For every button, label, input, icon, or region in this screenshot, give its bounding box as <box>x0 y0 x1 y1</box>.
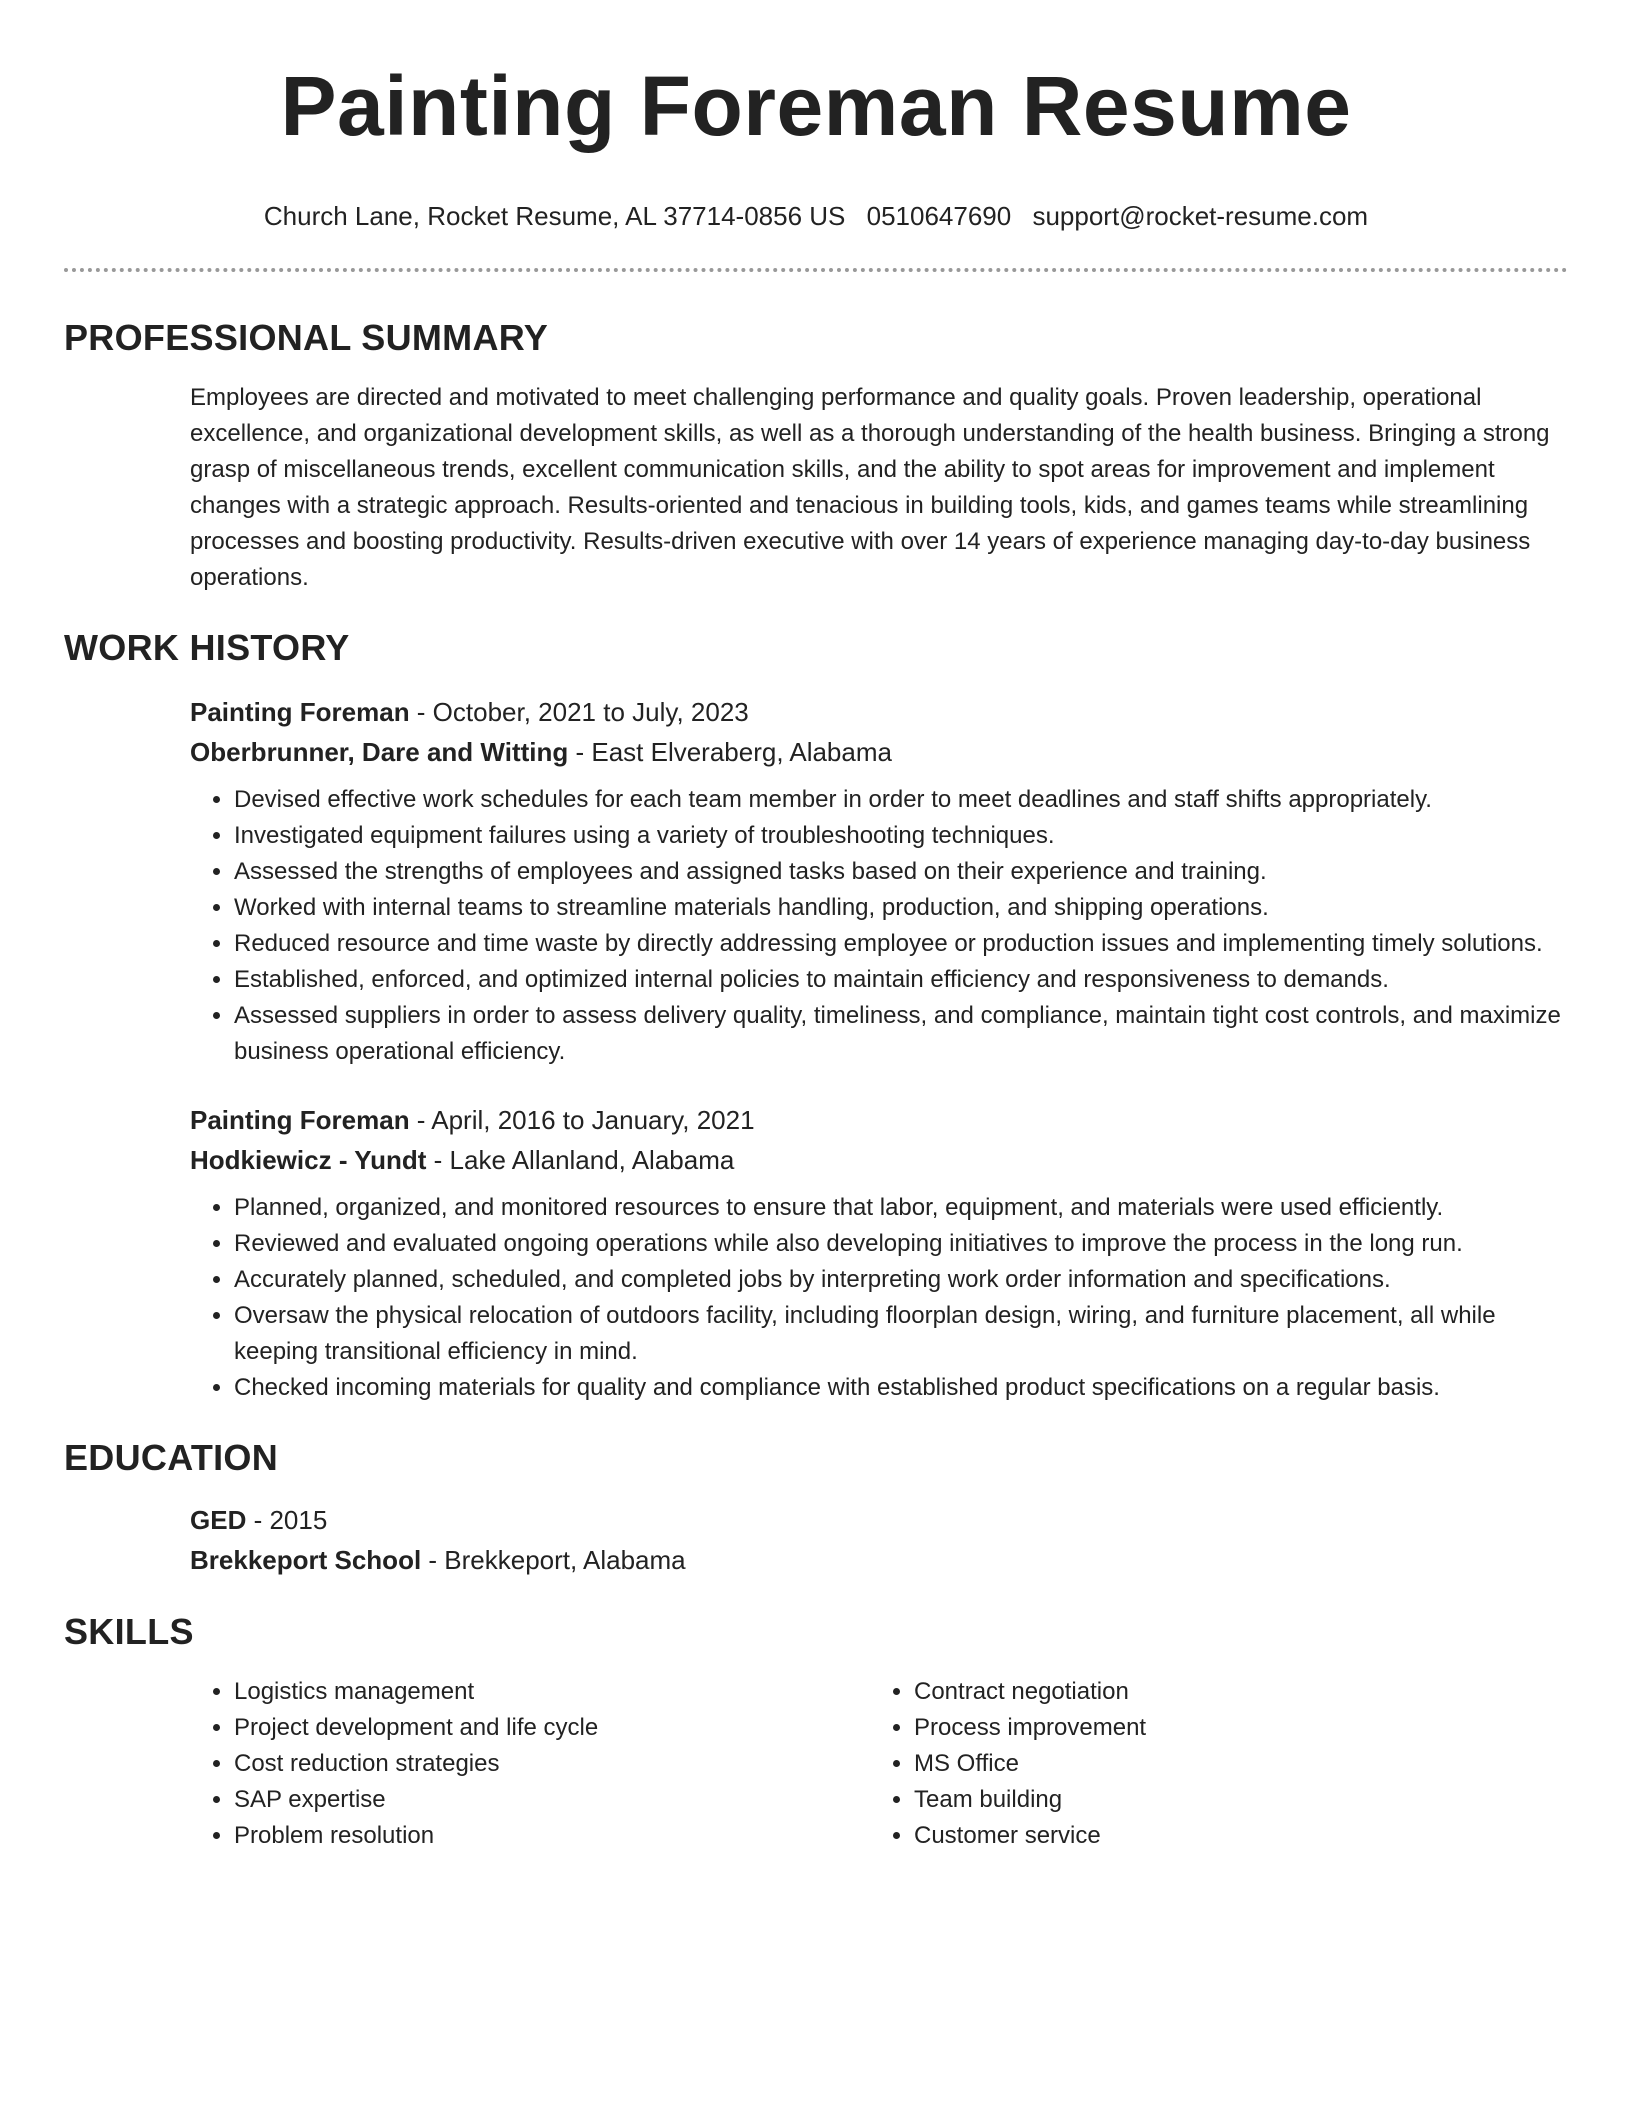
summary-heading: PROFESSIONAL SUMMARY <box>64 317 549 358</box>
job-location: - Lake Allanland, Alabama <box>426 1145 735 1175</box>
job-title-line <box>190 1100 1568 1140</box>
school-location: - Brekkeport, Alabama <box>421 1545 686 1575</box>
list-item: • Logistics management <box>234 1674 870 1710</box>
job-entry <box>190 692 1568 1070</box>
education-heading: EDUCATION <box>64 1437 279 1478</box>
list-item: • Reduced resource and time waste by directly addressing employee or production issues and implementing timely solutions. <box>234 926 1568 962</box>
list-item: • Planned, organized, and monitored resources to ensure that labor, equipment, and materials were used efficiently. <box>234 1190 1568 1226</box>
skills-column-left <box>190 1674 870 1854</box>
degree-line <box>190 1500 1568 1540</box>
summary-section <box>64 316 1568 596</box>
job-entry <box>190 1100 1568 1406</box>
school: Brekkeport School <box>190 1545 422 1575</box>
job-role: Painting Foreman <box>190 1105 410 1135</box>
work-history-heading: WORK HISTORY <box>64 627 350 668</box>
list-item: • Cost reduction strategies <box>234 1746 870 1782</box>
page-title: Painting Foreman Resume <box>280 59 1352 153</box>
address: Church Lane, Rocket Resume, AL 37714-0856 US <box>263 201 846 231</box>
job-location: - East Elveraberg, Alabama <box>568 737 892 767</box>
skills-section <box>64 1610 1568 1854</box>
job-company: Hodkiewicz - Yundt <box>190 1145 427 1175</box>
list-item: • Reviewed and evaluated ongoing operations while also developing initiatives to improve the process in the long run. <box>234 1226 1568 1262</box>
job-duties-list <box>190 1190 1568 1406</box>
list-item: • Devised effective work schedules for each team member in order to meet deadlines and staff shifts appropriately. <box>234 782 1568 818</box>
list-item: • Customer service <box>914 1818 1550 1854</box>
list-item: • Oversaw the physical relocation of outdoors facility, including floorplan design, wiring, and furniture placement, all while keeping transitional efficiency in mind. <box>234 1298 1568 1370</box>
job-dates: - April, 2016 to January, 2021 <box>409 1105 755 1135</box>
contact-line <box>0 200 1632 232</box>
skills-column-right <box>870 1674 1550 1854</box>
list-item: • Problem resolution <box>234 1818 870 1854</box>
job-company-line <box>190 732 1568 772</box>
email: support@rocket-resume.com <box>1032 201 1369 231</box>
list-item: • Worked with internal teams to streamline materials handling, production, and shipping operations. <box>234 890 1568 926</box>
job-dates: - October, 2021 to July, 2023 <box>409 697 749 727</box>
list-item: • Contract negotiation <box>914 1674 1550 1710</box>
skills-list <box>190 1674 1568 1854</box>
phone: 0510647690 <box>866 201 1012 231</box>
list-item: • Assessed the strengths of employees and assigned tasks based on their experience and training. <box>234 854 1568 890</box>
list-item: • Team building <box>914 1782 1550 1818</box>
list-item: • Checked incoming materials for quality and compliance with established product specifications on a regular basis. <box>234 1370 1568 1406</box>
resume-header <box>0 0 1632 232</box>
list-item: • SAP expertise <box>234 1782 870 1818</box>
list-item: • Project development and life cycle <box>234 1710 870 1746</box>
list-item: • Established, enforced, and optimized internal policies to maintain efficiency and responsiveness to demands. <box>234 962 1568 998</box>
job-company-line <box>190 1140 1568 1180</box>
job-title-line <box>190 692 1568 732</box>
list-item: • MS Office <box>914 1746 1550 1782</box>
list-item: • Assessed suppliers in order to assess delivery quality, timeliness, and compliance, maintain tight cost controls, and maximize business operational efficiency. <box>234 998 1568 1070</box>
job-role: Painting Foreman <box>190 697 410 727</box>
summary-text: Employees are directed and motivated to meet challenging performance and quality goals. Proven leadership, operational excellence, and organizational development skills, as well as a thorough understanding of the health business. Bringing a strong grasp of miscellaneous trends, excellent communication skills, and the ability to spot areas for improvement and implement changes with a strategic approach. Results-oriented and tenacious in building tools, kids, and games teams while streamlining processes and boosting productivity. Results-driven executive with over 14 years of experience managing day-to-day business operations. <box>190 384 1550 591</box>
header-divider <box>64 268 1568 272</box>
school-line <box>190 1540 1568 1580</box>
job-duties-list <box>190 782 1568 1070</box>
work-history-section <box>64 626 1568 1406</box>
degree: GED <box>190 1505 247 1535</box>
degree-year: - 2015 <box>246 1505 328 1535</box>
list-item: • Investigated equipment failures using a variety of troubleshooting techniques. <box>234 818 1568 854</box>
list-item: • Process improvement <box>914 1710 1550 1746</box>
skills-heading: SKILLS <box>64 1611 194 1652</box>
list-item: • Accurately planned, scheduled, and completed jobs by interpreting work order information and specifications. <box>234 1262 1568 1298</box>
education-section <box>64 1436 1568 1580</box>
job-company: Oberbrunner, Dare and Witting <box>190 737 569 767</box>
